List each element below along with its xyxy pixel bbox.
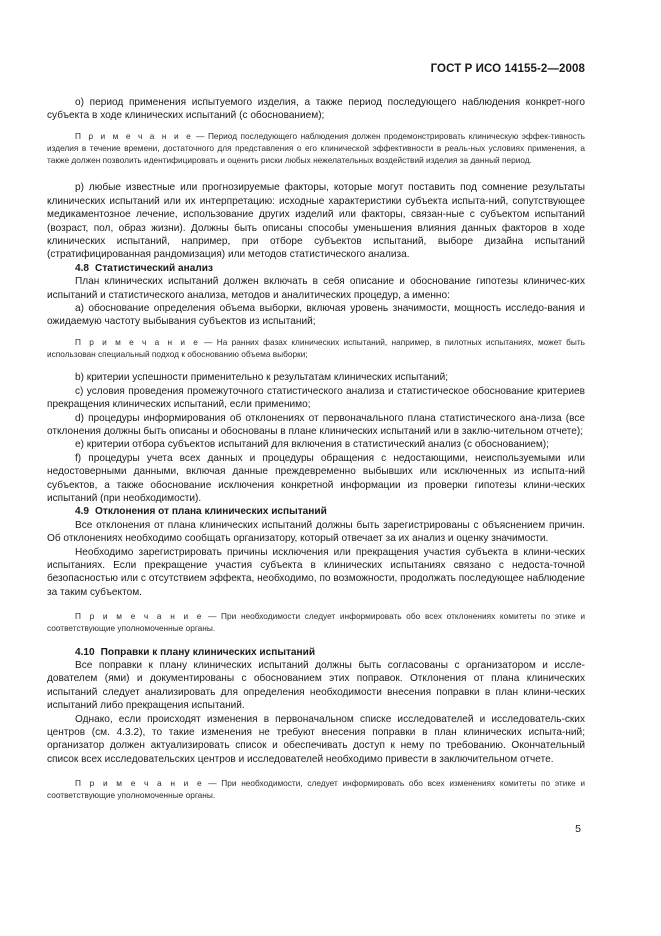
section-title: Отклонения от плана клинических испытаний [95, 506, 327, 518]
section-number: 4.8 [75, 262, 90, 274]
note-text: — При необходимости следует информировать обо всех отклонениях комитеты по этике и соответствующие уполномоченные органы. [47, 611, 585, 634]
note-label: П р и м е ч а н и е [75, 130, 193, 141]
note-label: П р и м е ч а н и е [75, 336, 200, 347]
list-item-d: d) процедуры информирования об отклонениях от первоначального плана статистического ана-лиза (все отклонения должны быть описаны и обоснованы в плане клинических испытаний или в заклю-чительном отчете); [47, 412, 585, 437]
section-title: Поправки к плану клинических испытаний [100, 646, 316, 658]
document-body [47, 96, 585, 802]
note-label: П р и м е ч а н и е [75, 778, 204, 789]
note-text: — При необходимости, следует информировать обо всех изменениях комитеты по этике и соответствующие уполномоченные органы. [47, 778, 585, 801]
section-paragraph-4-10b: Однако, если происходят изменения в первоначальном списке исследователей и исследователь-ских центров (см. 4.3.2), то такие изменения не требуют внесения поправки в план клинических испыта-ний; организатор должен актуализировать список и обеспечивать доступ к нему по требованию. Окончательный список всех исследовательских центров и исследователей необходимо привести в заключительном отчете. [47, 713, 585, 765]
note-text: — На ранних фазах клинических испытаний, например, в пилотных испытаниях, может быть использован специальный подход к обоснованию объема выборки; [47, 336, 585, 360]
note-2 [47, 336, 585, 360]
section-paragraph-4-9a: Все отклонения от плана клинических испытаний должны быть зарегистрированы с объяснением причин. Об отклонениях необходимо сообщать организатору, который отвечает за их анализ и оценку значимости. [47, 519, 585, 545]
list-item-o: о) период применения испытуемого изделия, а также период последующего наблюдения конкрет-ного субъекта в ходе клинических испытаний (с обоснованием); [47, 97, 585, 122]
list-item-p: р) любые известные или прогнозируемые факторы, которые могут поставить под сомнение результаты клинических испытаний или их интерпретацию: исходные характеристики субъекта испыта-ний, сопутствующее медикаментозное лечение, использование других изделий или факторы, связан-ные с субъектом испытаний (возраст, пол, образ жизни). Должны быть описаны способы уменьшения влияния данных факторов в ходе клинических испытаний, например, при отборе субъектов испытаний, выборе дизайна испытаний (стратифицированная рандомизация) или методов статистического анализа. [47, 182, 585, 261]
list-item-e: е) критерии отбора субъектов испытаний для включения в статистический анализ (с обоснованием); [75, 439, 549, 451]
list-item-f: f) процедуры учета всех данных и процедуры обращения с недостающими, неиспользуемыми или недостоверными данными, включая данные преждевременно выбывших или исключенных из испыта-ний субъектов, а также обоснование исключения конкретной информации из проверки гипотезы клини-ческих испытаний (при необходимости). [47, 452, 585, 504]
section-title: Статистический анализ [95, 262, 213, 274]
list-item-c: с) условия проведения промежуточного статистического анализа и статистическое обоснование критериев прекращения клинических испытаний, если применимо; [47, 385, 585, 411]
list-item-b: b) критерии успешности применительно к результатам клинических испытаний; [75, 372, 449, 384]
note-text: — Период последующего наблюдения должен продемонстрировать клиническую эффек-тивность изделия в течение времени, достаточного для представления о его клинической эффективности в реаль-ных условиях применения, а также должен позволить идентифицировать и оценить риски любых нежелательных воздействий изделия за данный период. [47, 130, 585, 166]
section-paragraph-4-9b: Необходимо зарегистрировать причины исключения или прекращения участия субъекта в клини-ческих испытаниях. Если прекращение участия субъекта в клинических испытаниях связано с недоста-точной безопасностью или с отсутствием эффекта, необходимо, по возможности, продолжать последующее наблюдение за таким субъектом. [47, 546, 585, 598]
note-3 [47, 610, 585, 634]
section-heading-4-8 [47, 262, 585, 275]
section-intro-4-8: План клинических испытаний должен включать в себя описание и обоснование гипотезы клиничес-ких испытаний и статистического анализа, методов и аналитических процедур, а именно: [47, 276, 585, 301]
section-heading-4-10 [47, 646, 585, 659]
list-item-a: а) обоснование определения объема выборки, включая уровень значимости, мощность исследо-вания и ожидаемую частоту выбывания субъектов из испытаний; [47, 303, 585, 328]
note-1 [47, 130, 585, 167]
section-paragraph-4-10a: Все поправки к плану клинических испытаний должны быть согласованы с организатором и иссле-дователем (ями) и документированы с обоснованием этих поправок. Отклонения от плана клинических испытаний следует анализировать для определения необходимости внесения поправки в план клини-ческих испытаний либо прекращения испытаний. [47, 660, 585, 712]
note-4 [47, 777, 585, 801]
section-heading-4-9 [47, 505, 585, 518]
section-number: 4.9 [75, 506, 90, 518]
page-number: 5 [575, 823, 581, 835]
standard-designation: ГОСТ Р ИСО 14155-2—2008 [430, 63, 585, 75]
section-number: 4.10 [75, 646, 95, 658]
note-label: П р и м е ч а н и е [75, 611, 204, 622]
